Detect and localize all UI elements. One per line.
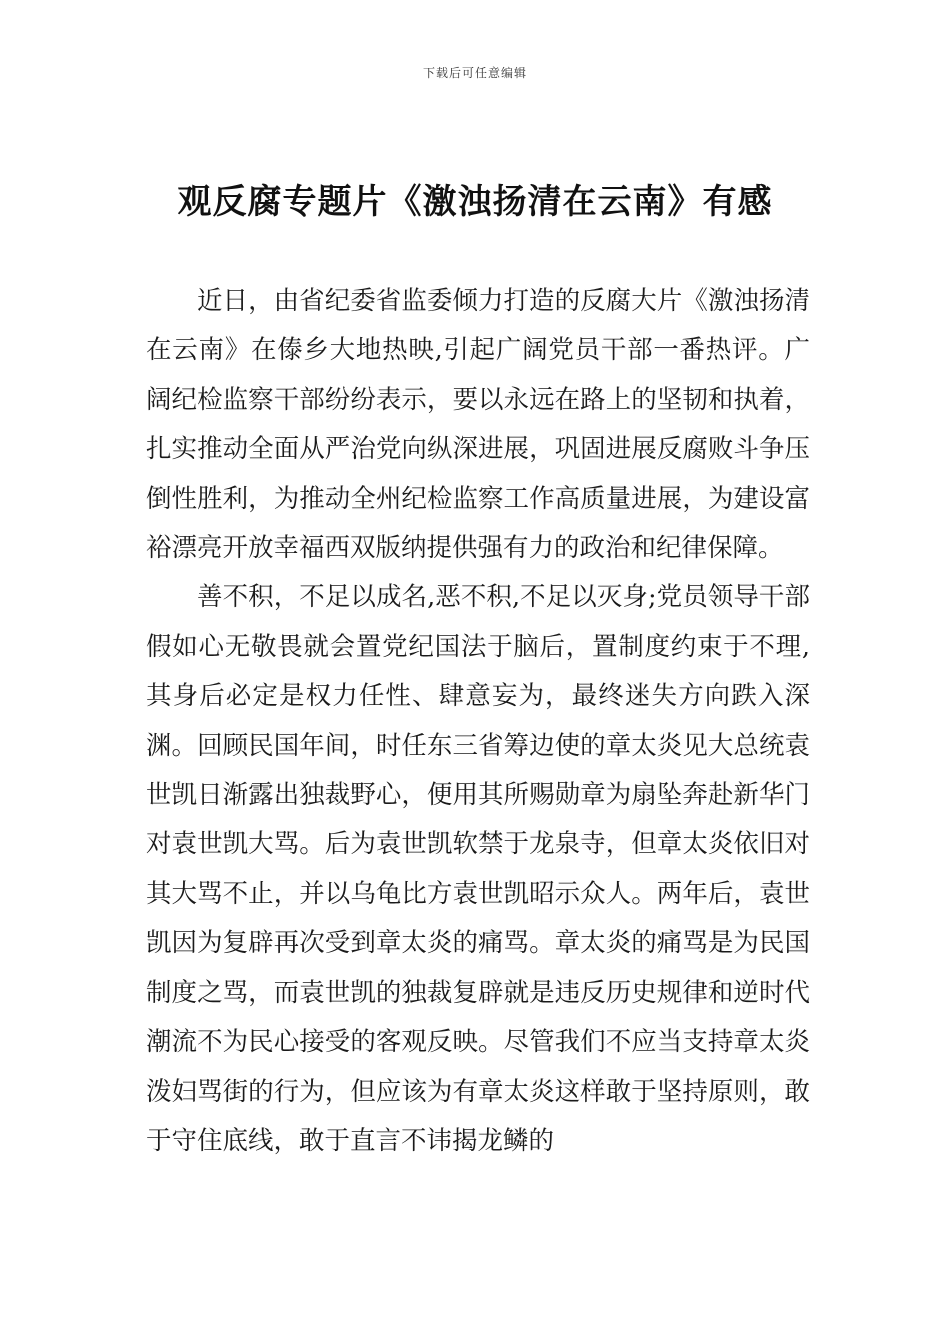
paragraph-2: 善不积，不足以成名,恶不积,不足以灭身;党员领导干部假如心无敬畏就会置党纪国法于脑后，置制度约束于不理,其身后必定是权力任性、肆意妄为，最终迷失方向跌入深渊。回顾民国年间，时任东三省筹边使的章太炎见大总统袁世凯日渐露出独裁野心，便用其所赐勋章为扇坠奔赴新华门对袁世凯大骂。后为袁世凯软禁于龙泉寺，但章太炎依旧对其大骂不止，并以乌龟比方袁世凯昭示众人。两年后，袁世凯因为复辟再次受到章太炎的痛骂。章太炎的痛骂是为民国制度之骂，而袁世凯的独裁复辟就是违反历史规律和逆时代潮流不为民心接受的客观反映。尽管我们不应当支持章太炎泼妇骂街的行为，但应该为有章太炎这样敢于坚持原则，敢于守住底线，敢于直言不讳揭龙鳞的: [146, 582, 810, 1156]
paragraph-1: 近日，由省纪委省监委倾力打造的反腐大片《激浊扬清在云南》在傣乡大地热映,引起广阔党员干部一番热评。广阔纪检监察干部纷纷表示，要以永远在路上的坚韧和执着，扎实推动全面从严治党向纵深进展，巩固进展反腐败斗争压倒性胜利，为推动全州纪检监察工作高质量进展，为建设富裕漂亮开放幸福西双版纳提供强有力的政治和纪律保障。: [146, 286, 810, 564]
document-title: 观反腐专题片《激浊扬清在云南》有感: [177, 182, 773, 222]
header-note: 下载后可任意编辑: [422, 66, 527, 80]
document-body: [146, 277, 810, 1166]
